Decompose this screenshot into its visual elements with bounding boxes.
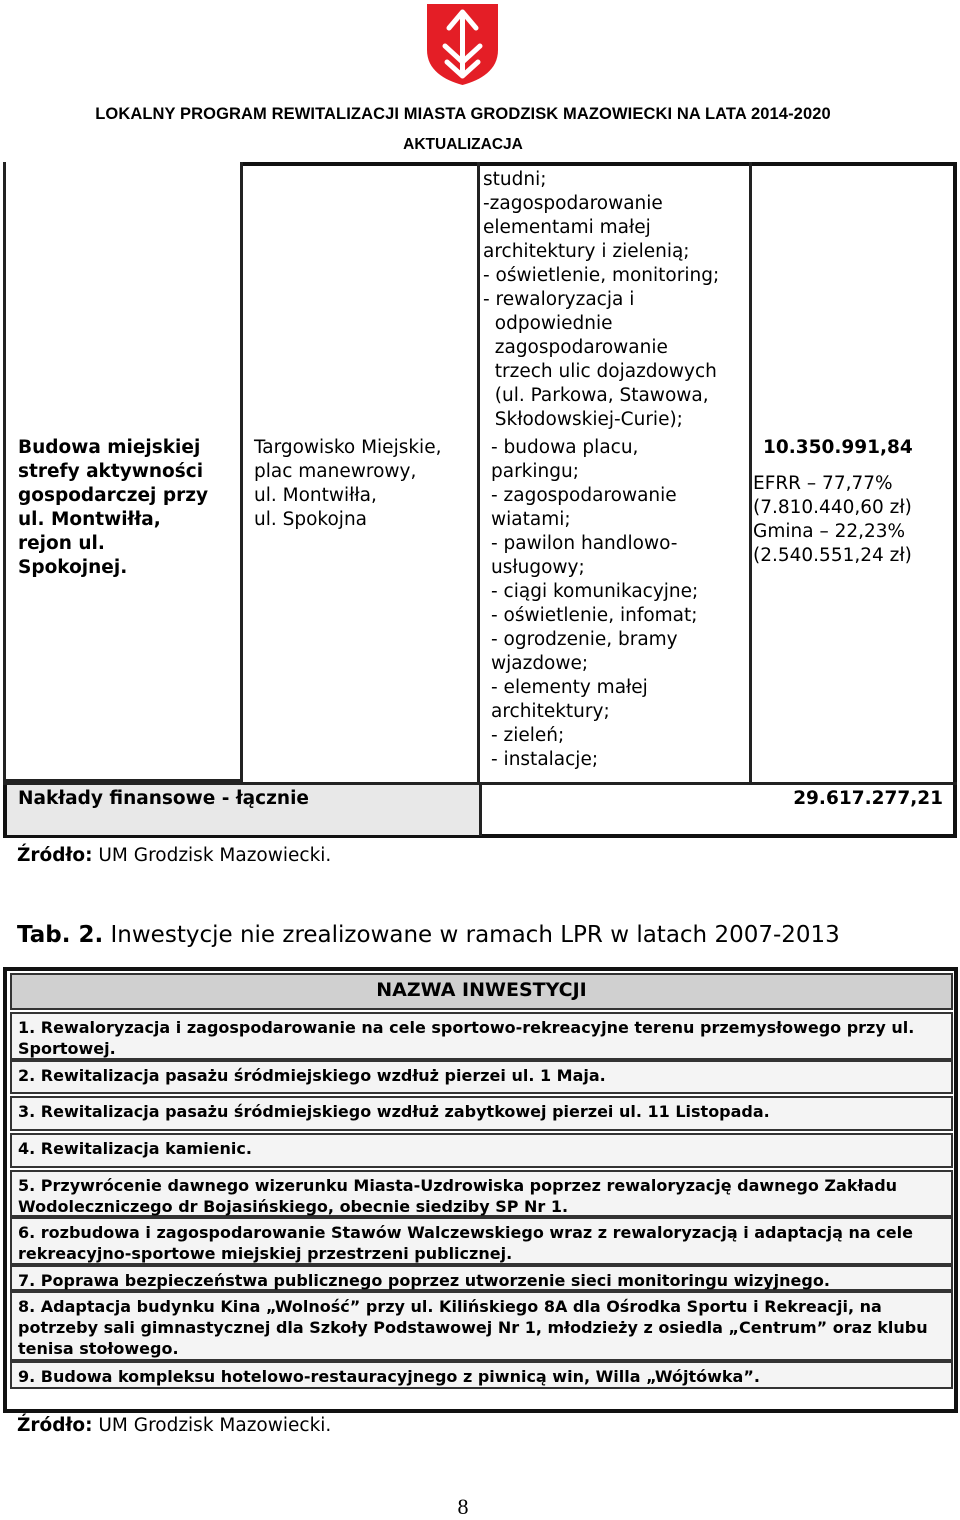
city-coat-of-arms-icon [425,2,500,86]
project-location: Targowisko Miejskie, plac manewrowy, ul. Montwiłła, ul. Spokojna [254,437,442,530]
project-scope: - budowa placu, parkingu; - zagospodarowanie wiatami; - pawilon handlowo- usługowy; - ciągi komunikacyjne; - oświetlenie, infomat; - ogrodzenie, bramy wjazdowe; - elementy małej architektury; - zieleń; - instalacje; [491,437,699,770]
source-label: Źródło: [17,845,93,866]
summary-divider [479,784,482,836]
source-text: UM Grodzisk Mazowiecki. [92,845,332,866]
summary-label: Nakłady finansowe - łącznie [18,788,309,809]
project-cost-total: 10.350.991,84 [763,437,913,458]
project-cost-breakdown: EFRR – 77,77% (7.810.440,60 zł) Gmina – 22,23% (2.540.551,24 zł) [753,473,912,566]
table-row: 2. Rewitalizacja pasażu śródmiejskiego wzdłuż pierzei ul. 1 Maja. [10,1060,953,1094]
table-row: 5. Przywrócenie dawnego wizerunku Miasta-Uzdrowiska poprzez rewaloryzację dawnego Zakładu Wodoleczniczego dr Bojasińskiego, obecnie siedziby SP Nr 1. [10,1170,953,1217]
table-row: 4. Rewitalizacja kamienic. [10,1133,953,1168]
project-name: Budowa miejskiej strefy aktywności gospodarczej przy ul. Montwiłła, rejon ul. Spokojnej. [18,437,209,578]
table-row: 1. Rewaloryzacja i zagospodarowanie na cele sportowo-rekreacyjne terenu przemysłowego przy ul. Sportowej. [10,1012,953,1060]
source-label: Źródło: [17,1415,93,1436]
table-row: 8. Adaptacja budynku Kina „Wolność” przy ul. Kilińskiego 8A dla Ośrodka Sportu i Rekreacji, na potrzeby sali gimnastycznej dla Szkoły Podstawowej Nr 1, młodzieży z osiedla „Centrum” oraz klubu tenisa stołowego. [10,1291,953,1361]
scope-continued-text: studni; -zagospodarowanie elementami małej architektury i zielenią; - oświetlenie, monitoring; - rewaloryzacja i odpowiednie zagospodarowanie trzech ulic dojazdowych (ul. Parkowa, Stawowa, Skłodowskiej-Curie); [483,169,720,430]
table-caption-text: Inwestycje nie zrealizowane w ramach LPR w latach 2007-2013 [103,922,840,948]
table-header: NAZWA INWESTYCJI [10,973,953,1010]
table-row: 9. Budowa kompleksu hotelowo-restauracyjnego z piwnicą win, Willa „Wójtówka”. [10,1361,953,1389]
document-header-subtitle: AKTUALIZACJA [403,136,523,153]
table-row: 6. rozbudowa i zagospodarowanie Stawów Walczewskiego wraz z rewaloryzacją i adaptacją na cele rekreacyjno-sportowe miejskiej przestrzeni publicznej. [10,1217,953,1265]
table-caption [17,922,840,948]
source-note [17,845,331,866]
source-text: UM Grodzisk Mazowiecki. [92,1415,332,1436]
table-row: 3. Rewitalizacja pasażu śródmiejskiego wzdłuż zabytkowej pierzei ul. 11 Listopada. [10,1096,953,1131]
document-header-title: LOKALNY PROGRAM REWITALIZACJI MIASTA GRODZISK MAZOWIECKI NA LATA 2014-2020 [95,105,831,123]
table-row: 7. Poprawa bezpieczeństwa publicznego poprzez utworzenie sieci monitoringu wizyjnego. [10,1265,953,1291]
summary-value: 29.617.277,21 [793,788,943,809]
table-caption-number: Tab. 2. [17,922,104,948]
page-number: 8 [457,1494,469,1519]
source-note-2 [17,1415,331,1436]
